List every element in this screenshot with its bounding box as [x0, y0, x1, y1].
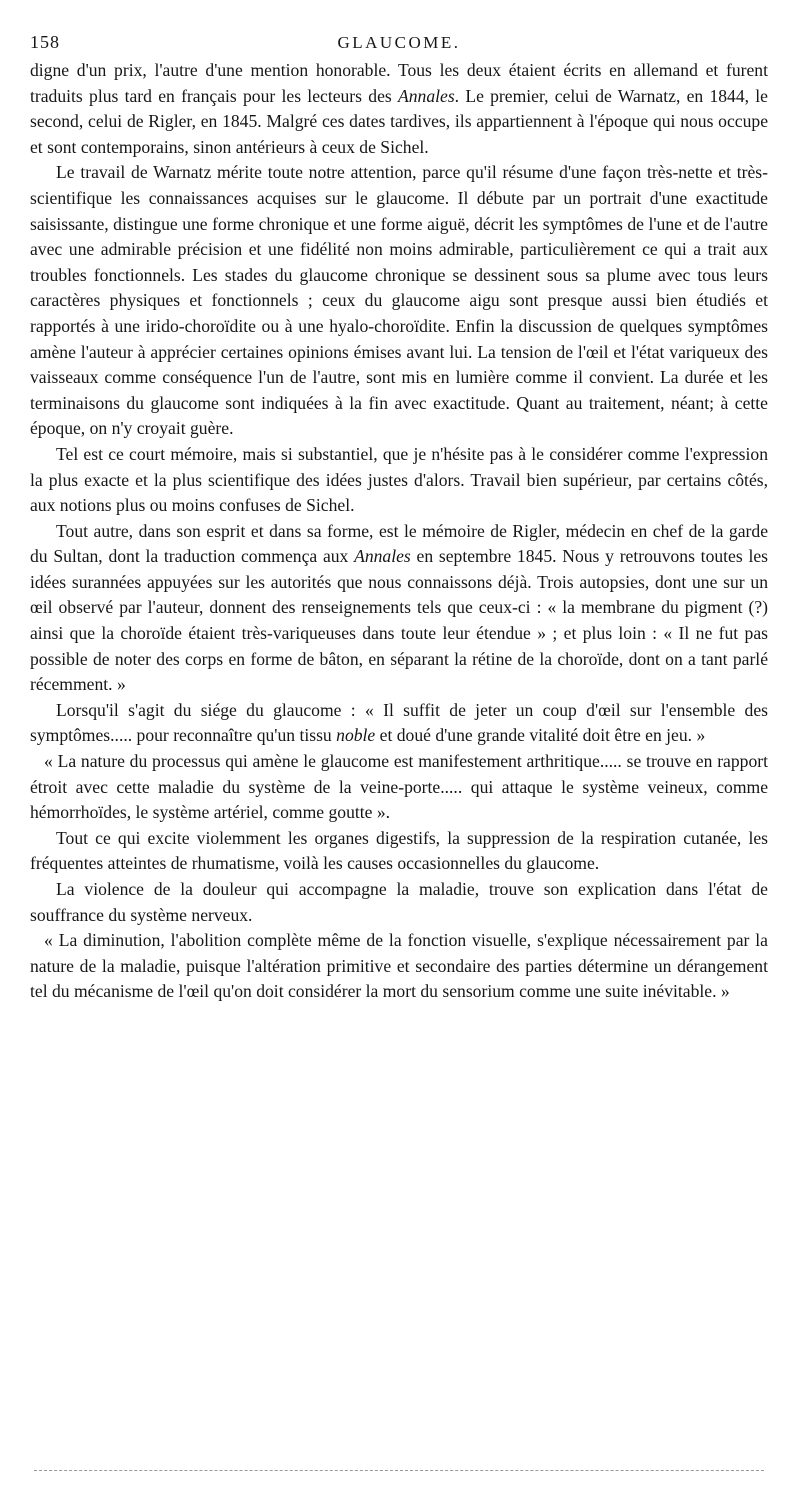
- footer-rule: [34, 1470, 764, 1471]
- paragraph: digne d'un prix, l'autre d'une mention honorable. Tous les deux étaient écrits en allemand et furent traduits plus tard en français pour les lecteurs des Annales. Le premier, celui de Warnatz, en 1844, le second, celui de Rigler, en 1845. Malgré ces dates tardives, ils appartiennent à l'époque qui nous occupe et sont contemporains, sinon antérieurs à ceux de Sichel.: [30, 60, 768, 157]
- paragraph: La violence de la douleur qui accompagne la maladie, trouve son explication dans l'état de souffrance du système nerveux.: [30, 879, 768, 925]
- paragraph: Le travail de Warnatz mérite toute notre attention, parce qu'il résume d'une façon très-nette et très-scientifique les connaissances acquises sur le glaucome. Il débute par un portrait d'une exactitude saisissante, distingue une forme chronique et une forme aiguë, décrit les symptômes de l'une et de l'autre avec une admirable précision et une fidélité non moins admirable, particulièrement ce qui a trait aux troubles fonctionnels. Les stades du glaucome chronique se dessinent sous sa plume avec tous leurs caractères physiques et fonctionnels ; ceux du glaucome aigu sont presque aussi bien étudiés et rapportés à une irido-choroïdite ou à une hyalo-choroïdite. Enfin la discussion de quelques symptômes amène l'auteur à apprécier certaines opinions émises avant lui. La tension de l'œil et l'état variqueux des vaisseaux comme conséquence l'un de l'autre, sont mis en lumière comme il convient. La durée et les terminaisons du glaucome sont indiquées à la fin avec exactitude. Quant au traitement, néant; à cette époque, on n'y croyait guère.: [30, 162, 768, 439]
- running-title: GLAUCOME.: [337, 33, 461, 52]
- body-text: [30, 58, 768, 1005]
- page-header: [30, 28, 768, 58]
- paragraph: Tout autre, dans son esprit et dans sa forme, est le mémoire de Rigler, médecin en chef de la garde du Sultan, dont la traduction commença aux Annales en septembre 1845. Nous y retrouvons toutes les idées surannées appuyées sur les autorités que nous connaissons déjà. Trois autopsies, dont une sur un œil observé par l'auteur, donnent des renseignements tels que ceux-ci : « la membrane du pigment (?) ainsi que la choroïde étaient très-variqueuses dans toute leur étendue » ; et plus loin : « Il ne fut pas possible de noter des corps en forme de bâton, en séparant la rétine de la choroïde, dont on a tant parlé récemment. »: [30, 520, 769, 695]
- quoted-paragraph: « La nature du processus qui amène le glaucome est manifestement arthritique..... se trouve en rapport étroit avec cette maladie du système de la veine-porte..... qui attaque le système veineux, comme hémorrhoïdes, le système artériel, comme goutte ».: [30, 751, 768, 823]
- quoted-paragraph: « La diminution, l'abolition complète même de la fonction visuelle, s'explique nécessairement par la nature de la maladie, puisque l'altération primitive et secondaire des parties détermine un dérangement tel du mécanisme de l'œil qu'on doit considérer la mort du sensorium comme une suite inévitable. »: [30, 930, 768, 1002]
- paragraph: Tel est ce court mémoire, mais si substantiel, que je n'hésite pas à le considérer comme l'expression la plus exacte et la plus scientifique des idées justes d'alors. Travail bien supérieur, par certains côtés, aux notions plus ou moins confuses de Sichel.: [30, 443, 768, 516]
- page-number: 158: [30, 32, 60, 52]
- paragraph: Lorsqu'il s'agit du siége du glaucome : « Il suffit de jeter un coup d'œil sur l'ensemble des symptômes..... pour reconnaître qu'un tissu noble et doué d'une grande vitalité doit être en jeu. »: [30, 699, 768, 746]
- paragraph: Tout ce qui excite violemment les organes digestifs, la suppression de la respiration cutanée, les fréquentes atteintes de rhumatisme, voilà les causes occasionnelles du glaucome.: [30, 827, 768, 874]
- book-page: [30, 28, 768, 1005]
